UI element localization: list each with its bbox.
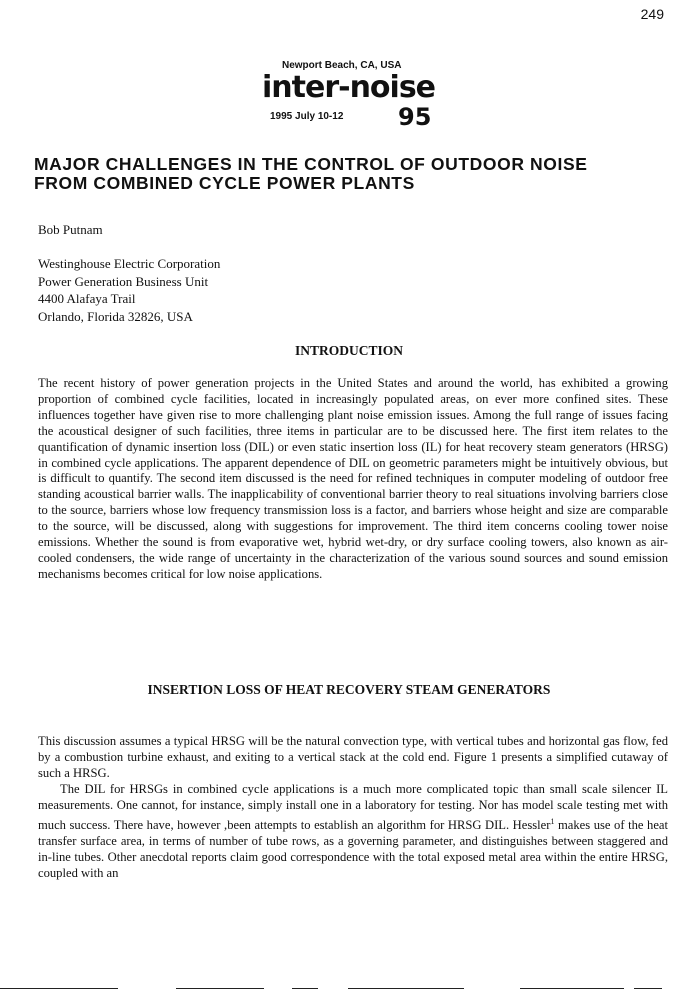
page-number: 249	[640, 6, 664, 22]
hrsg-paragraph-2	[38, 782, 668, 882]
reference-superscript[interactable]: 1	[550, 816, 555, 826]
conference-date-row	[240, 103, 480, 129]
footer-rule	[634, 988, 662, 989]
footer-rule	[0, 988, 118, 989]
affiliation-line: 4400 Alafaya Trail	[38, 291, 136, 306]
introduction-heading: INTRODUCTION	[294, 343, 403, 358]
hrsg-paragraph-1: This discussion assumes a typical HRSG will be the natural convection type, with vertical tubes and horizontal gas flow, fed by a combustion turbine exhaust, and exiting to a vertical stack at the cold end. Figure 1 presents a simplified cutaway of such a HRSG.	[38, 734, 668, 780]
introduction-paragraph: The recent history of power generation projects in the United States and around the world, has exhibited a growing proportion of combined cycle facilities, located in increasingly populated areas, on ever more confined sites. These influences together have given rise to more challenging plant noise emission issues. Among the full range of issues facing the acoustical designer of such facilities, three items in particular are to be discussed here. The first item relates to the quantification of dynamic insertion loss (DIL) or even static insertion loss (IL) for heat recovery steam generators (HRSG) in combined cycle applications. The apparent dependence of DIL on geometric parameters might be intuitively obvious, but is difficult to quantify. The second item discussed is the need for refined techniques in computer modeling of outdoor free standing acoustical barrier walls. The inapplicability of conventional barrier theory to real situations involving barriers close to the source, barriers whose low frequency transmission loss is a factor, and barriers whose height and size are comparable to the source, will be discussed, along with suggestions for improvement. The third item concerns cooling tower noise emissions. Whether the sound is from evaporative wet, hybrid wet-dry, or dry surface cooling towers, also known as air-cooled condensers, the wide range of uncertainty in the characterization of the various sound sources and sound emission mechanisms becomes critical for low noise applications.	[38, 376, 668, 581]
footer-rule	[176, 988, 264, 989]
conference-year: 95	[398, 103, 432, 131]
footer-rule	[348, 988, 464, 989]
title-line-1: MAJOR CHALLENGES IN THE CONTROL OF OUTDOOR NOISE	[34, 154, 588, 174]
affiliation-line: Orlando, Florida 32826, USA	[38, 308, 193, 324]
conference-location: Newport Beach, CA, USA	[282, 60, 402, 71]
title-line-2: FROM COMBINED CYCLE POWER PLANTS	[34, 173, 415, 193]
hrsg-paragraph-2-text: The DIL for HRSGs in combined cycle applications is a much more complicated topic than small scale silencer IL measurements. One cannot, for instance, simply install one in a laboratory for testing. Nor has model scale testing met with much success. There have, however ,been attempts to establish an algorithm for HRSG DIL. Hessler	[38, 782, 668, 832]
paper-title	[34, 155, 674, 193]
footer-rule	[520, 988, 624, 989]
hrsg-heading: INSERTION LOSS OF HEAT RECOVERY STEAM GENERATORS	[147, 682, 551, 697]
hrsg-paragraph-2-continued: makes use of the heat transfer surface area, in terms of number of tube rows, as a governing parameter, and distinguishes between staggered and in-line tubes. Other anecdotal reports claim good correspondence with the total exposed metal area within the entire HRSG, coupled with an	[38, 818, 668, 880]
affiliation-line: Power Generation Business Unit	[38, 273, 209, 289]
footer-rule	[292, 988, 318, 989]
conference-logo: inter-noise	[262, 70, 436, 105]
conference-date: 1995 July 10-12	[270, 111, 344, 122]
author-affiliation	[38, 255, 220, 325]
author-name: Bob Putnam	[38, 222, 103, 237]
conference-header	[240, 60, 480, 129]
affiliation-line: Westinghouse Electric Corporation	[38, 256, 221, 271]
